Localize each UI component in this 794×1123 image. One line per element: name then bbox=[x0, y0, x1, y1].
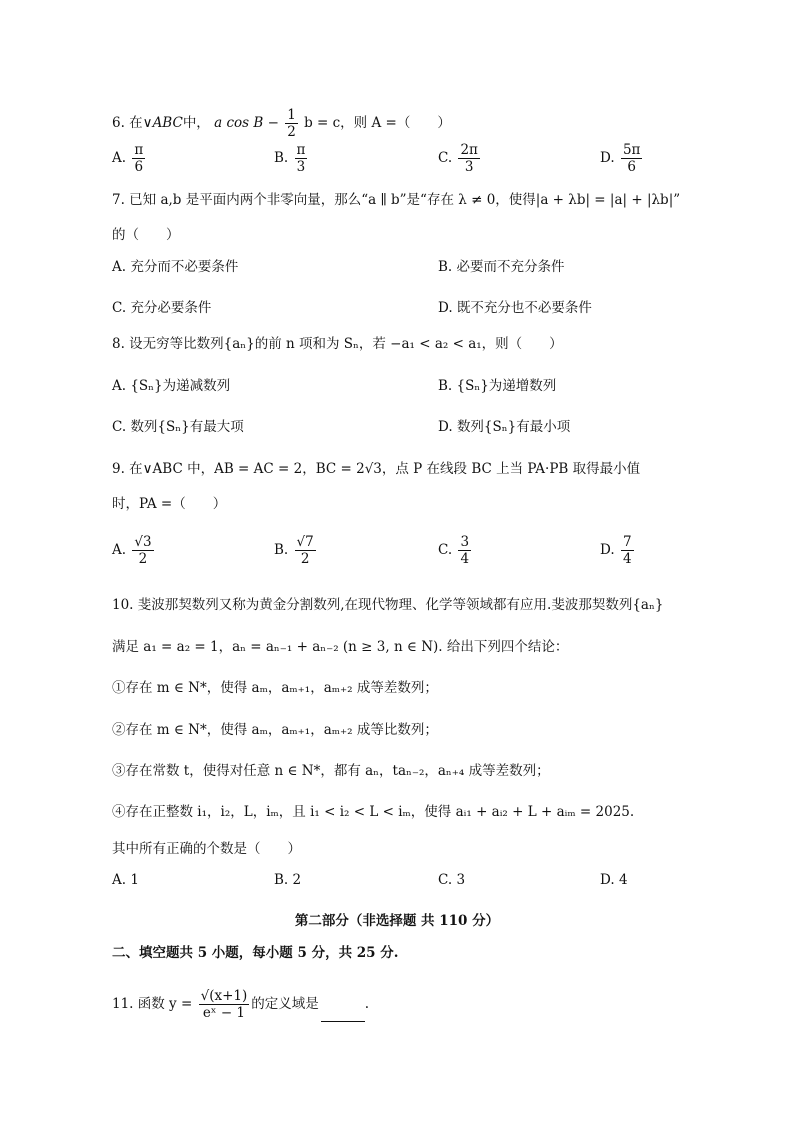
q10-conclusion-1: ①存在 m ∈ N*，使得 aₘ，aₘ₊₁，aₘ₊₂ 成等差数列； bbox=[112, 680, 438, 696]
q9-stem-line1: 9. 在∨ABC 中，AB = AC = 2，BC = 2√3，点 P 在线段 BC 上当 PA·PB 取得最小值 bbox=[112, 461, 641, 477]
q10-option-b: B. 2 bbox=[274, 872, 302, 888]
q10-stem-line1: 10. 斐波那契数列又称为黄金分割数列,在现代物理、化学等领域都有应用.斐波那契数列{aₙ} bbox=[112, 597, 664, 613]
q7-option-d: D. 既不充分也不必要条件 bbox=[438, 300, 592, 316]
part2-title: 第二部分（非选择题 共 110 分） bbox=[294, 913, 500, 929]
q10-conclusion-2: ②存在 m ∈ N*，使得 aₘ，aₘ₊₁，aₘ₊₂ 成等比数列； bbox=[112, 722, 438, 738]
q10-option-c: C. 3 bbox=[438, 872, 466, 888]
q10-conclusion-3: ③存在常数 t，使得对任意 n ∈ N*，都有 aₙ，taₙ₋₂，aₙ₊₄ 成等差数列； bbox=[112, 763, 550, 779]
q9-option-c: C. $\frac{3}{4}$ bbox=[438, 534, 470, 567]
q11-stem: 11. 函数 y = $\frac{√(x+1)}{\text{eˣ − 1}}$ 的定义域是 . bbox=[112, 988, 370, 1021]
q6-half-fraction: $\frac{1}{2}$ bbox=[287, 107, 296, 140]
q11-answer-blank[interactable] bbox=[321, 1007, 365, 1022]
q7-option-c: C. 充分必要条件 bbox=[112, 300, 212, 316]
q7-option-b: B. 必要而不充分条件 bbox=[438, 259, 565, 275]
q7-option-a: A. 充分而不必要条件 bbox=[112, 259, 239, 275]
q6-stem-start: 6. 在∨ bbox=[112, 115, 153, 131]
q6-option-d: D. $\frac{5\pi}{6}$ bbox=[600, 142, 641, 175]
section-heading: 二、填空题共 5 小题，每小题 5 分，共 25 分. bbox=[112, 945, 399, 961]
q8-option-d: D. 数列{Sₙ}有最小项 bbox=[438, 419, 571, 435]
q11-suffix: 的定义域是 bbox=[251, 996, 319, 1012]
q9-option-b-fraction: $\frac{√7}{2}$ bbox=[296, 534, 314, 567]
q9-option-d-fraction: $\frac{7}{4}$ bbox=[622, 534, 632, 567]
q11-fraction: $\frac{√(x+1)}{\text{eˣ − 1}}$ bbox=[200, 988, 248, 1021]
q10-stem-line2: 满足 a₁ = a₂ = 1，aₙ = aₙ₋₁ + aₙ₋₂ (n ≥ 3, n ∈ N). 给出下列四个结论： bbox=[112, 639, 569, 655]
q6-stem-mid: 中， bbox=[182, 115, 210, 131]
q9-option-a-fraction: $\frac{√3}{2}$ bbox=[134, 534, 152, 567]
q6-option-c-fraction: $\frac{2\pi}{3}$ bbox=[460, 142, 478, 175]
q6-expr-a: a cos B − bbox=[214, 115, 279, 131]
q6-option-c: C. $\frac{2\pi}{3}$ bbox=[438, 142, 478, 175]
q8-option-c: C. 数列{Sₙ}有最大项 bbox=[112, 419, 244, 435]
q10-option-a: A. 1 bbox=[112, 872, 139, 888]
q6-triangle: ABC bbox=[152, 115, 183, 131]
q9-stem-line2: 时，PA =（ ） bbox=[112, 496, 227, 512]
q11-prefix: 11. 函数 y = bbox=[112, 996, 193, 1012]
q9-option-a: A. $\frac{√3}{2}$ bbox=[112, 534, 152, 567]
q8-option-a: A. {Sₙ}为递减数列 bbox=[112, 378, 231, 394]
q7-stem-line2: 的（ ） bbox=[112, 227, 180, 243]
q8-stem: 8. 设无穷等比数列{aₙ}的前 n 项和为 Sₙ，若 −a₁ < a₂ < a₁，则（ ） bbox=[112, 336, 563, 352]
q10-option-d: D. 4 bbox=[600, 872, 628, 888]
q6-option-a-fraction: $\frac{\pi}{6}$ bbox=[134, 142, 144, 175]
q6-option-a: A. $\frac{\pi}{6}$ bbox=[112, 142, 144, 175]
q6-option-b: B. $\frac{\pi}{3}$ bbox=[274, 142, 306, 175]
q6-option-b-fraction: $\frac{\pi}{3}$ bbox=[296, 142, 306, 175]
q8-option-b: B. {Sₙ}为递增数列 bbox=[438, 378, 557, 394]
q9-option-d: D. $\frac{7}{4}$ bbox=[600, 534, 632, 567]
q6-option-d-fraction: $\frac{5\pi}{6}$ bbox=[622, 142, 641, 175]
q10-question: 其中所有正确的个数是（ ） bbox=[112, 841, 301, 857]
q9-option-b: B. $\frac{√7}{2}$ bbox=[274, 534, 314, 567]
q9-option-c-fraction: $\frac{3}{4}$ bbox=[460, 534, 470, 567]
q6-expr-b: b = c，则 A =（ ） bbox=[304, 115, 451, 131]
q10-conclusion-4: ④存在正整数 i₁，i₂，L，iₘ，且 i₁ < i₂ < L < iₘ，使得 aᵢ₁ + aᵢ₂ + L + aᵢₘ = 2025. bbox=[112, 804, 635, 820]
q7-stem-line1: 7. 已知 a,b 是平面内两个非零向量，那么“a ∥ b”是“存在 λ ≠ 0，使得|a + λb| = |a| + |λb|” bbox=[112, 192, 681, 208]
q6-stem bbox=[112, 107, 451, 140]
